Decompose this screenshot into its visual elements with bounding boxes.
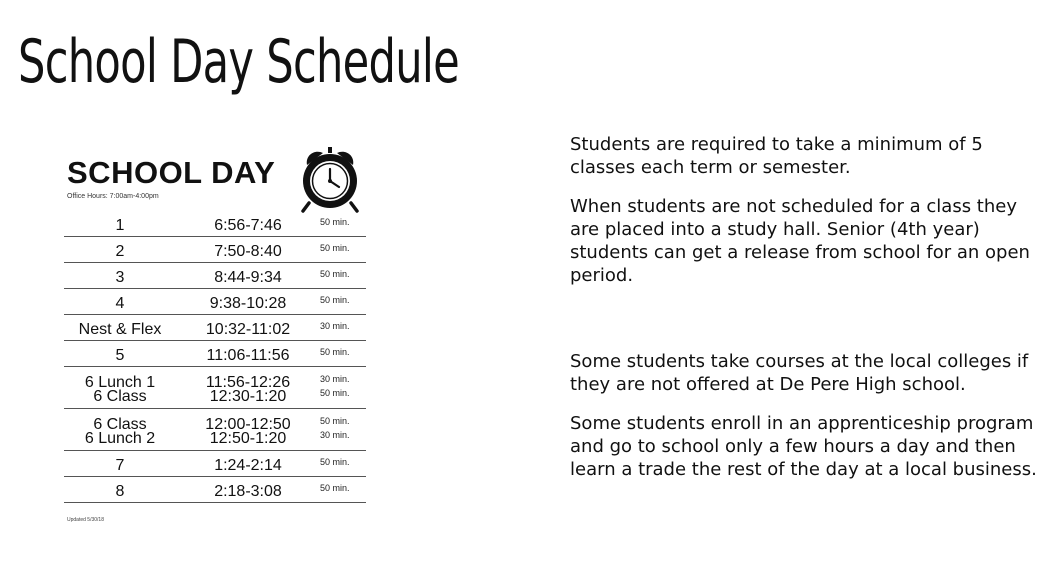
info-paragraph: When students are not scheduled for a class they are placed into a study hall. Senior (4th year) students can get a release from school for an open period. — [570, 196, 1030, 286]
info-paragraph: Some students take courses at the local colleges if they are not offered at De Pere High school. — [570, 351, 1029, 395]
period-duration: 50 min. — [320, 416, 350, 426]
period-duration: 50 min. — [320, 295, 350, 305]
table-row — [64, 367, 366, 409]
info-group-options — [570, 350, 1040, 481]
period-time: 1:24-2:14 — [214, 457, 282, 474]
period-duration: 50 min. — [320, 457, 350, 467]
period-time: 10:32-11:02 — [205, 321, 291, 338]
period-time: 11:56-12:26 — [205, 374, 291, 391]
period-duration: 30 min. — [320, 430, 350, 440]
info-group-requirements — [570, 133, 1040, 287]
period-label: 6 Lunch 1 — [84, 374, 156, 391]
period-label: 3 — [115, 269, 125, 286]
period-duration: 50 min. — [320, 217, 350, 227]
period-duration: 30 min. — [320, 321, 350, 331]
period-time: 7:50-8:40 — [214, 243, 282, 260]
period-label: 6 Class — [93, 388, 147, 405]
period-label: 2 — [115, 243, 125, 260]
period-duration: 50 min. — [320, 483, 350, 493]
period-time: 8:44-9:34 — [214, 269, 282, 286]
table-row — [64, 315, 366, 341]
period-label: 6 Lunch 2 — [84, 430, 156, 447]
period-time: 12:30-1:20 — [209, 388, 287, 405]
period-time: 12:00-12:50 — [205, 416, 291, 433]
schedule-card — [62, 145, 370, 530]
period-duration: 50 min. — [320, 269, 350, 279]
table-row — [64, 237, 366, 263]
period-label: 7 — [115, 457, 125, 474]
updated-note: Updated 5/30/18 — [67, 517, 104, 523]
slide-title: School Day Schedule — [18, 27, 460, 97]
period-label: 8 — [115, 483, 125, 500]
table-row — [64, 409, 366, 451]
period-duration: 50 min. — [320, 243, 350, 253]
table-row — [64, 211, 366, 237]
office-hours: Office Hours: 7:00am-4:00pm — [67, 193, 159, 200]
period-time: 12:50-1:20 — [209, 430, 287, 447]
period-time: 9:38-10:28 — [209, 295, 287, 312]
table-row — [64, 477, 366, 503]
period-duration: 30 min. — [320, 374, 350, 384]
period-label: 6 Class — [93, 416, 147, 433]
period-time: 11:06-11:56 — [206, 347, 290, 364]
period-duration: 50 min. — [320, 388, 350, 398]
schedule-table — [64, 211, 366, 503]
period-time: 2:18-3:08 — [214, 483, 282, 500]
period-label: 4 — [115, 295, 125, 312]
period-label: 1 — [115, 217, 125, 234]
period-duration: 50 min. — [320, 347, 350, 357]
alarm-clock-icon — [295, 145, 365, 213]
info-paragraph: Some students enroll in an apprenticeship program and go to school only a few hours a day and then learn a trade the rest of the day at a local business. — [570, 413, 1037, 480]
period-time: 6:56-7:46 — [214, 217, 282, 234]
table-row — [64, 341, 366, 367]
table-row — [64, 263, 366, 289]
table-row — [64, 451, 366, 477]
period-label: Nest & Flex — [78, 321, 162, 338]
table-row — [64, 289, 366, 315]
info-paragraph: Students are required to take a minimum of 5 classes each term or semester. — [570, 134, 983, 178]
card-heading: SCHOOL DAY — [67, 155, 276, 190]
period-label: 5 — [115, 347, 125, 364]
